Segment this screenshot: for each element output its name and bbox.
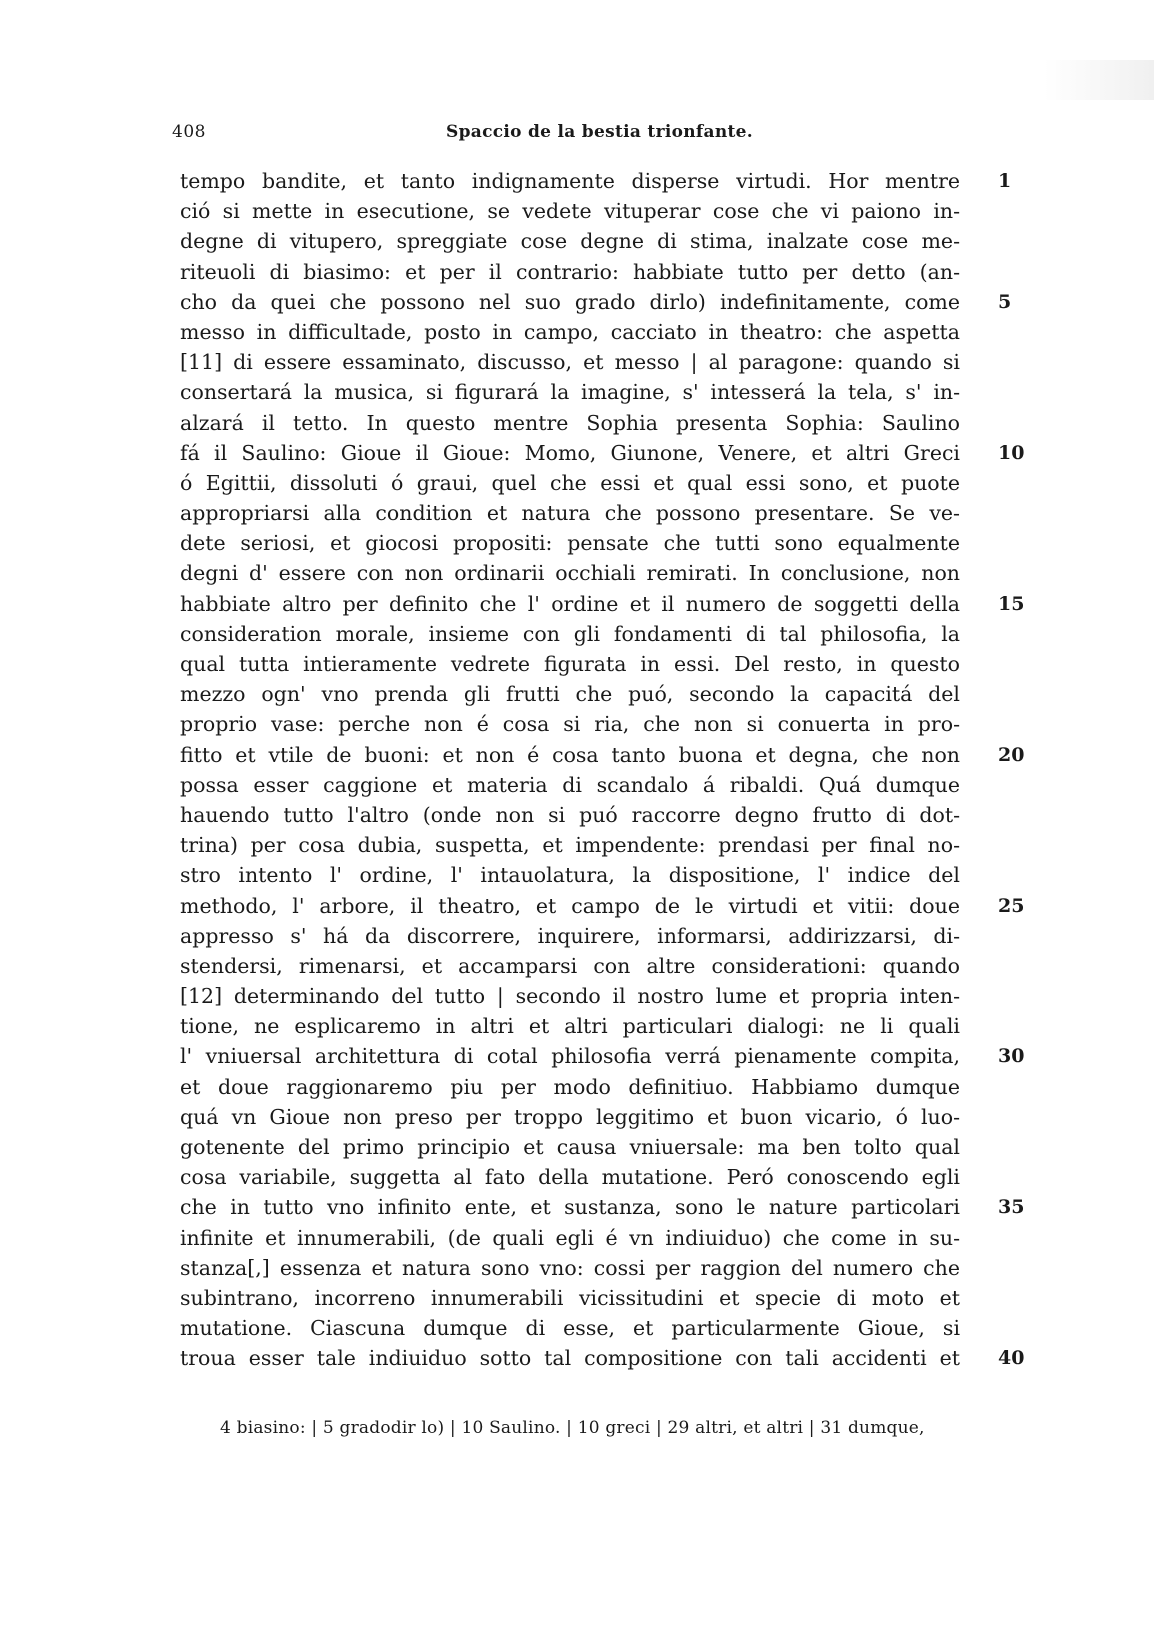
text-line [180,649,983,679]
text-line [180,981,983,1011]
line-text: qual tutta intieramente vedrete figurata in essi. Del resto, in questo [180,652,960,676]
line-number: 40 [998,1347,1025,1370]
line-text: ció si mette in esecutione, se vedete vituperar cose che vi paiono in- [180,199,960,224]
text-line [180,921,983,951]
line-text: quá vn Gioue non preso per troppo leggitimo et buon vicario, ó luo- [180,1104,960,1129]
line-text: alzará il tetto. In questo mentre Sophia presenta Sophia: Saulino [180,410,960,435]
line-text: messo in difficultade, posto in campo, cacciato in theatro: che aspetta [180,319,960,344]
critical-apparatus: 4 biasino: | 5 gradodir lo) | 10 Saulino. | 10 greci | 29 altri, et altri | 31 dumque, [220,1418,925,1438]
page-header [172,122,992,148]
text-line [180,891,1025,921]
line-text: cosa variabile, suggetta al fato della mutatione. Peró conoscendo egli [180,1165,960,1190]
line-text: [12] determinando del tutto | secondo il nostro lume et propria inten- [180,984,960,1009]
line-text: possa esser caggione et materia di scandalo á ribaldi. Quá dumque [180,772,960,797]
line-text: consideration morale, insieme con gli fondamenti di tal philosofia, la [180,621,960,646]
line-text: gotenente del primo principio et causa vniuersale: ma ben tolto qual [180,1135,960,1159]
line-number: 35 [998,1196,1025,1219]
line-number: 10 [998,441,1025,464]
text-line [180,347,983,377]
text-line [180,830,983,860]
line-text: stanza[,] essenza et natura sono vno: cossi per raggion del numero che [180,1255,960,1280]
line-text: riteuoli di biasimo: et per il contrario: habbiate tutto per detto (an- [180,259,960,284]
line-text: che in tutto vno infinito ente, et sustanza, sono le nature particolari [180,1195,960,1220]
text-line [180,740,1025,770]
line-number: 20 [998,743,1025,766]
line-text: tempo bandite, et tanto indignamente disperse virtudi. Hor mentre [180,169,960,193]
text-line [180,1313,983,1343]
line-text: hauendo tutto l'altro (onde non si puó raccorre degno frutto di dot- [180,802,960,827]
line-text: troua esser tale indiuiduo sotto tal compositione con tali accidenti et [180,1346,960,1371]
text-line [180,951,983,981]
line-text: fitto et vtile de buoni: et non é cosa tanto buona et degna, che non [180,742,960,767]
line-number: 1 [998,170,1012,192]
text-line [180,317,983,347]
text-line [180,498,983,528]
line-text: appropriarsi alla condition et natura che possono presentare. Se ve- [180,501,960,526]
line-text: ó Egittii, dissoluti ó graui, quel che essi et qual essi sono, et puote [180,470,960,495]
text-line [180,408,983,438]
line-text: et doue raggionaremo piu per modo definitiuo. Habbiamo dumque [180,1074,960,1099]
text-line [180,166,1012,196]
line-text: subintrano, incorreno innumerabili vicissitudini et specie di moto et [180,1285,960,1310]
line-text: stendersi, rimenarsi, et accamparsi con altre considerationi: quando [180,953,960,978]
line-number: 25 [998,894,1025,917]
line-text: mutatione. Ciascuna dumque di esse, et particularmente Gioue, si [180,1316,960,1341]
body-text [180,166,1025,1374]
text-line [180,1102,983,1132]
page-number: 408 [172,122,206,142]
text-line [180,468,983,498]
line-text: stro intento l' ordine, l' intauolatura, la dispositione, l' indice del [180,863,960,888]
text-line [180,1253,983,1283]
line-text: habbiate altro per definito che l' ordine et il numero de soggetti della [180,591,960,616]
text-line [180,1011,983,1041]
line-text: cho da quei che possono nel suo grado dirlo) indefinitamente, come [180,289,960,314]
line-text: tione, ne esplicaremo in altri et altri particulari dialogi: ne li quali [180,1014,960,1039]
line-number: 5 [998,290,1012,313]
line-text: infinite et innumerabili, (de quali egli é vn indiuiduo) che come in su- [180,1225,960,1250]
text-line [180,589,1025,619]
text-line [180,709,983,739]
text-line [180,1343,1025,1373]
line-text: proprio vase: perche non é cosa si ria, che non si conuerta in pro- [180,712,960,737]
text-line [180,1192,1025,1222]
text-line [180,377,983,407]
text-line [180,1223,983,1253]
line-text: degni d' essere con non ordinarii occhiali remirati. In conclusione, non [180,561,960,586]
text-line [180,528,983,558]
line-text: appresso s' há da discorrere, inquirere, informarsi, addirizzarsi, di- [180,923,960,948]
line-text: trina) per cosa dubia, suspetta, et impendente: prendasi per final no- [180,833,960,858]
text-line [180,800,983,830]
line-text: dete seriosi, et giocosi propositi: pensate che tutti sono equalmente [180,531,960,556]
text-line [180,1072,983,1102]
line-text: consertará la musica, si figurará la imagine, s' intesserá la tela, s' in- [180,380,960,405]
text-line [180,226,983,256]
text-line [180,558,983,588]
text-line [180,438,1025,468]
line-number: 30 [998,1045,1025,1068]
line-text: methodo, l' arbore, il theatro, et campo de le virtudi et vitii: doue [180,893,960,918]
line-text: l' vniuersal architettura di cotal philosofia verrá pienamente compita, [180,1044,960,1069]
line-text: mezzo ogn' vno prenda gli frutti che puó, secondo la capacitá del [180,682,960,707]
running-title: Spaccio de la bestia trionfante. [446,122,753,142]
text-line [180,196,983,226]
text-line [180,1283,983,1313]
text-line [180,1162,983,1192]
text-line [180,679,983,709]
scan-shadow [1044,60,1154,100]
text-line [180,1132,983,1162]
text-line [180,257,983,287]
line-text: fá il Saulino: Gioue il Gioue: Momo, Giunone, Venere, et altri Greci [180,440,960,465]
line-number: 15 [998,592,1025,615]
text-line [180,860,983,890]
line-text: [11] di essere essaminato, discusso, et messo | al paragone: quando si [180,350,960,375]
line-text: degne di vitupero, spreggiate cose degne di stima, inalzate cose me- [180,229,960,254]
text-line [180,770,983,800]
text-line [180,619,983,649]
text-line [180,287,1012,317]
text-line [180,1041,1025,1071]
